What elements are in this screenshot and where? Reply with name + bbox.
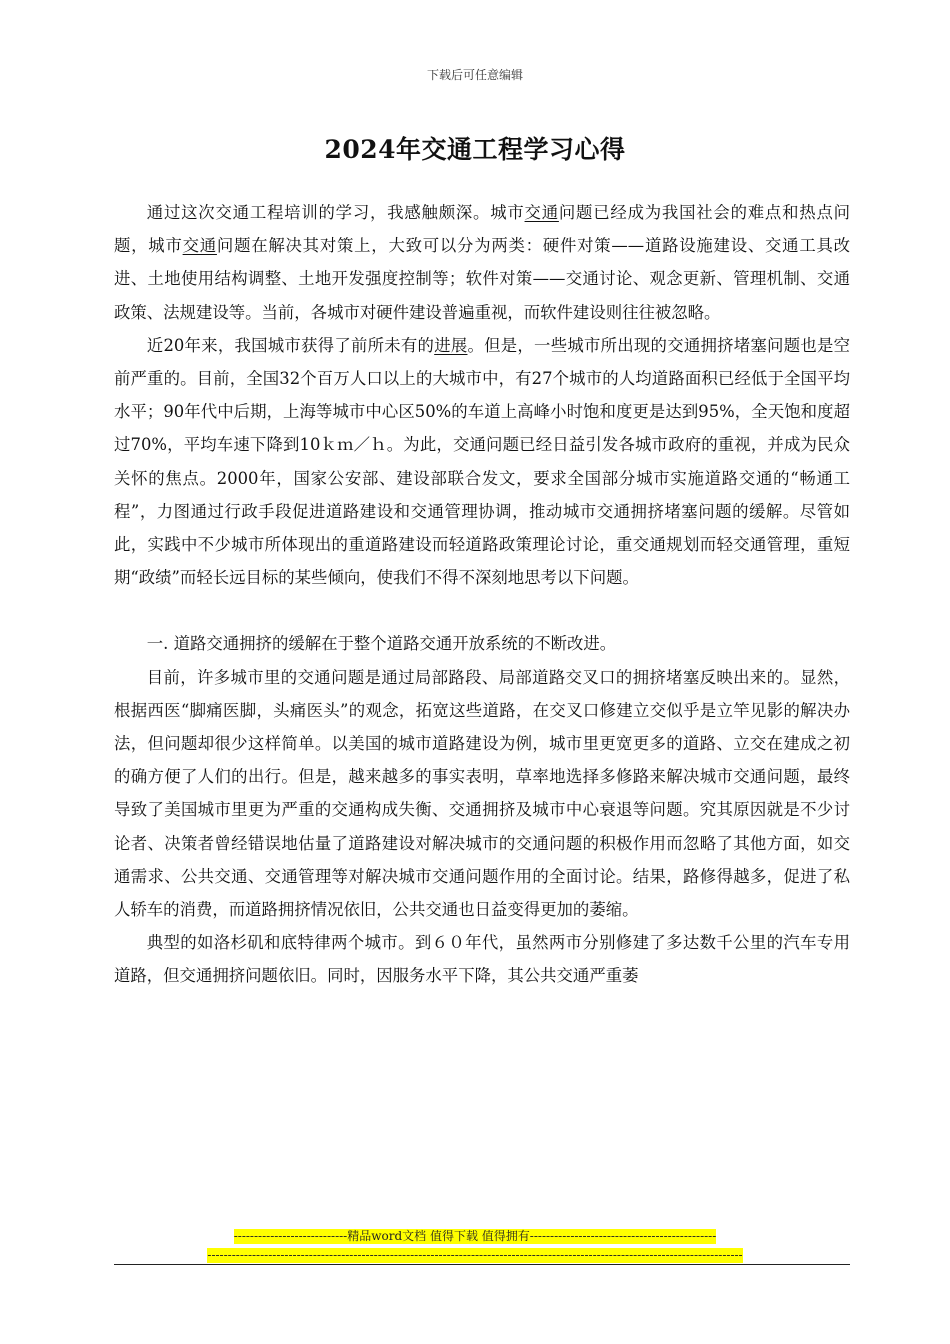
paragraph-text: 近20年来，我国城市获得了前所未有的 bbox=[146, 335, 435, 355]
paragraph-local-congestion: 目前，许多城市里的交通问题是通过局部路段、局部道路交叉口的拥挤堵塞反映出来的。显然，根据西医“脚痛医脚，头痛医头”的观念，拓宽这些道路，在交叉口修建立交似乎是立竿见影的解决办法，但问题却很少这样简单。以美国的城市道路建设为例，城市里更宽更多的道路、立交在建成之初的确方便了人们的出行。但是，越来越多的事实表明，草率地选择多修路来解决城市交通问题，最终导致了美国城市里更为严重的交通构成失衡、交通拥挤及城市中心衰退等问题。究其原因就是不少讨论者、决策者曾经错误地估量了道路建设对解决城市的交通问题的积极作用而忽略了其他方面，如交通需求、公共交通、交通管理等对解决城市交通问题作用的全面讨论。结果，路修得越多，促进了私人轿车的消费，而道路拥挤情况依旧，公共交通也日益变得更加的萎缩。 bbox=[114, 667, 850, 920]
link-progress[interactable]: 进展 bbox=[434, 335, 468, 355]
document-body bbox=[114, 196, 850, 993]
paragraph-examples: 典型的如洛杉矶和底特律两个城市。到６０年代，虽然两市分别修建了多达数千公里的汽车专用道路，但交通拥挤问题依旧。同时，因服务水平下降，其公共交通严重萎 bbox=[114, 933, 850, 986]
footer-divider bbox=[114, 1264, 850, 1265]
document-title: 2024年交通工程学习心得 bbox=[324, 135, 626, 164]
section-heading-1: 一. 道路交通拥挤的缓解在于整个道路交通开放系统的不断改进。 bbox=[146, 634, 617, 654]
page-header: 下载后可任意编辑 bbox=[426, 68, 523, 82]
paragraph-text: 。但是，一些城市所出现的交通拥挤堵塞问题也是空前严重的。目前，全国32个百万人口以上的大城市中，有27个城市的人均道路面积已经低于全国平均水平；90年代中后期，上海等城市中心区50%的车道上高峰小时饱和度更是达到95%，全天饱和度超过70%，平均车速下降到10ｋｍ／ｈ。为此，交通问题已经日益引发各城市政府的重视，并成为民众关怀的焦点。2000年，国家公安部、建设部联合发文，要求全国部分城市实施道路交通的“畅通工程”，力图通过行政手段促进道路建设和交通管理协调，推动城市交通拥挤堵塞问题的缓解。尽管如此，实践中不少城市所体现出的重道路建设而轻道路政策理论讨论，重交通规划而轻交通管理，重短期“政绩”而轻长远目标的某些倾向，使我们不得不深刻地思考以下问题。 bbox=[114, 335, 851, 588]
paragraph-development bbox=[114, 329, 850, 595]
footer-banner-line-1: ----------------------------精品word文档 值得下载 值得拥有---------------------------------------------- bbox=[233, 1229, 717, 1243]
paragraph-text: 通过这次交通工程培训的学习，我感触颇深。城市 bbox=[146, 203, 525, 222]
paragraph-text: 问题在解决其对策上，大致可以分为两类：硬件对策——道路设施建设、交通工具改进、土地使用结构调整、土地开发强度控制等；软件对策——交通讨论、观念更新、管理机制、交通政策、法规建设等。当前，各城市对硬件建设普遍重视，而软件建设则往往被忽略。 bbox=[114, 236, 851, 322]
link-traffic-1[interactable]: 交通 bbox=[524, 203, 559, 222]
paragraph-intro bbox=[114, 196, 850, 329]
paragraph-text: 问题已经成为我国社会的难点和热点问题，城市 bbox=[114, 203, 851, 256]
link-traffic-2[interactable]: 交通 bbox=[182, 236, 217, 256]
footer-banner-line-2: ------------------------------------------------------------------------------------------------------------------------------------ bbox=[207, 1248, 743, 1262]
footer-banner bbox=[0, 1229, 950, 1267]
